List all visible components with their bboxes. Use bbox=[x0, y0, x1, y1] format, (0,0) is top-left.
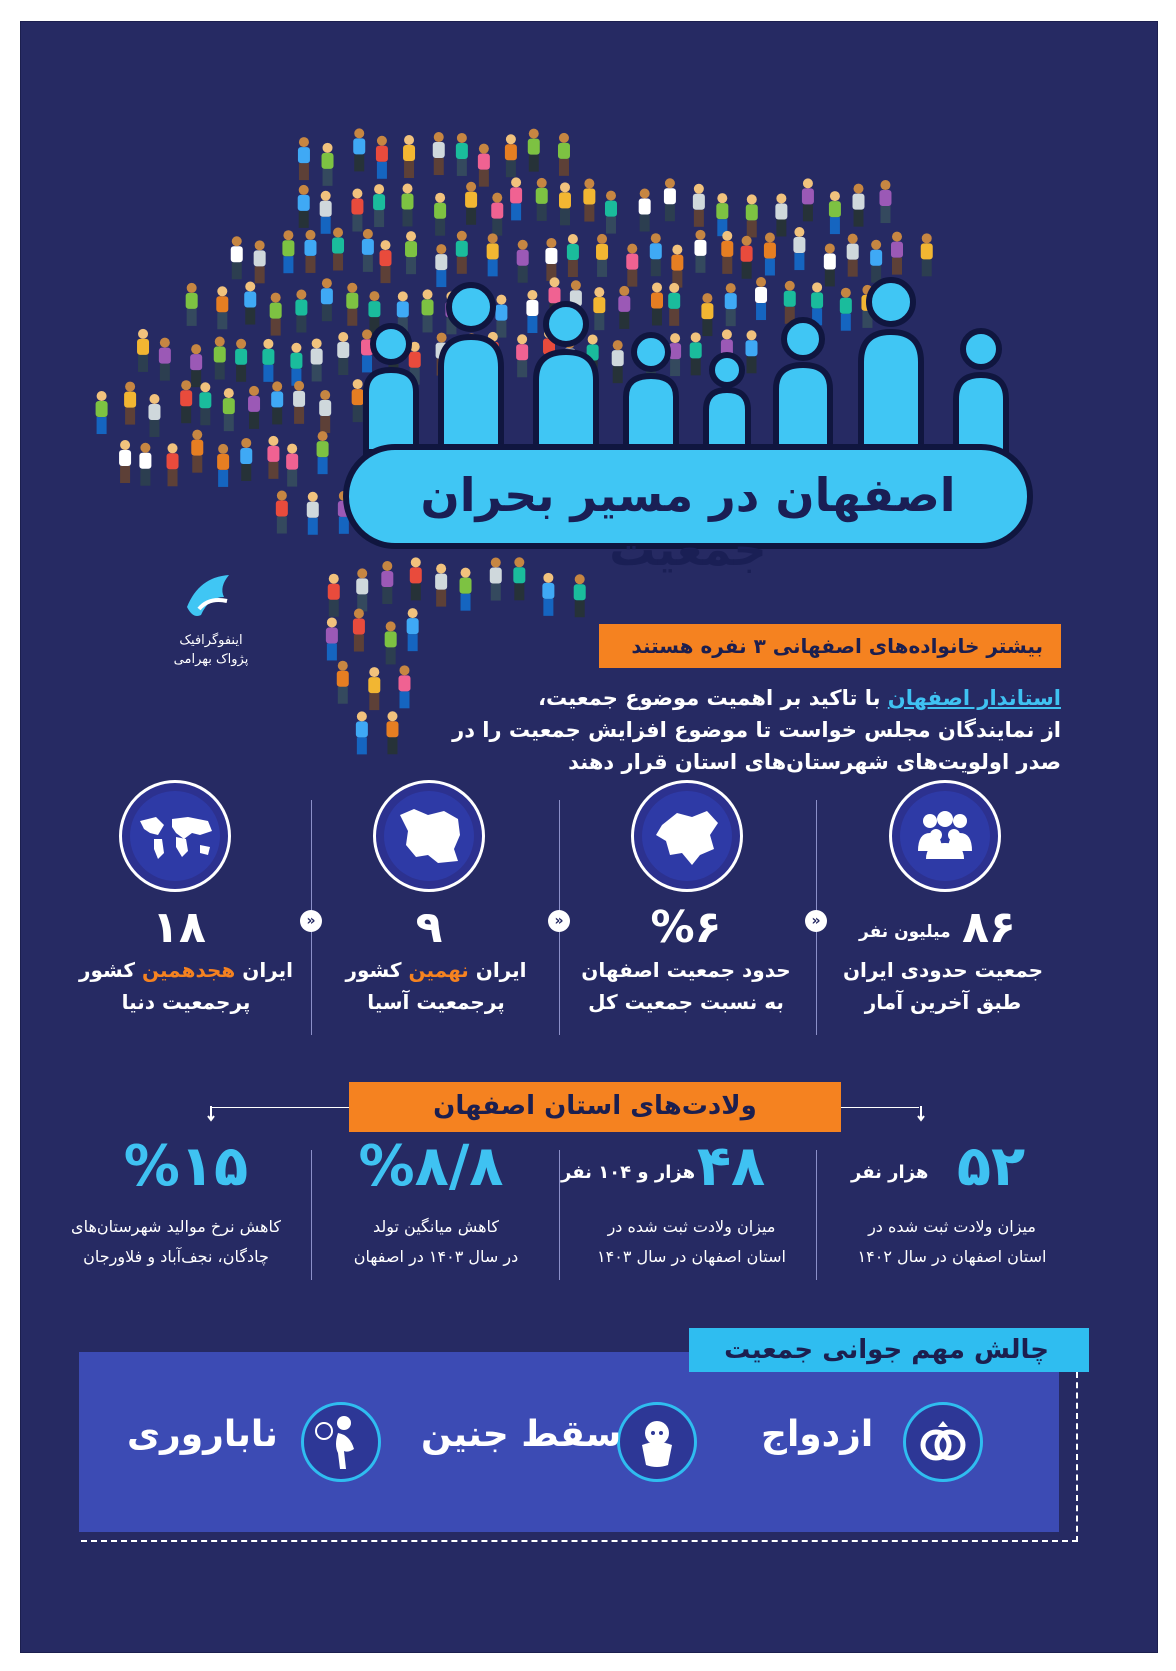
crowd-person bbox=[319, 390, 331, 433]
logo-line-2: پژواک بهرامی bbox=[173, 652, 249, 667]
youth-title-banner bbox=[689, 1328, 1089, 1372]
crowd-person bbox=[270, 293, 282, 336]
crowd-person bbox=[558, 133, 570, 176]
crowd-person bbox=[317, 431, 329, 474]
iran-map-icon bbox=[394, 805, 466, 869]
stat-label bbox=[571, 954, 801, 1018]
crowd-person bbox=[721, 231, 733, 274]
crowd-person bbox=[405, 231, 417, 274]
crowd-person bbox=[398, 665, 410, 708]
crowd-person bbox=[231, 236, 243, 279]
stat-circle-people bbox=[889, 780, 1001, 892]
stat-label bbox=[326, 954, 546, 1018]
crowd-person bbox=[847, 234, 859, 277]
births-desc: کاهش میانگین تولد در سال ۱۴۰۳ در اصفهان bbox=[353, 1217, 519, 1266]
crowd-person bbox=[650, 233, 662, 276]
births-banner-text: ولادت‌های استان اصفهان bbox=[433, 1091, 757, 1121]
births-number: ۴۸ bbox=[696, 1134, 766, 1199]
iran-province-map-icon bbox=[652, 805, 724, 869]
crowd-person bbox=[167, 443, 179, 486]
headline-banner bbox=[599, 624, 1061, 668]
people-group-icon bbox=[914, 811, 976, 861]
crowd-person bbox=[407, 608, 419, 651]
crowd-person bbox=[248, 386, 260, 429]
crowd-person bbox=[216, 286, 228, 329]
headline-banner-text: بیشتر خانواده‌های اصفهانی ۳ نفره هستند bbox=[631, 634, 1043, 658]
stat-label bbox=[71, 954, 301, 1018]
crowd-person bbox=[356, 711, 368, 754]
crowd-person bbox=[746, 194, 758, 237]
arrow-down-left-icon bbox=[207, 1102, 221, 1124]
crowd-person bbox=[180, 380, 192, 423]
crowd-person bbox=[362, 229, 374, 272]
crowd-person bbox=[271, 381, 283, 424]
stat-number: ۹ bbox=[415, 902, 443, 953]
crowd-person bbox=[693, 184, 705, 227]
logo bbox=[151, 567, 271, 669]
infographic-poster bbox=[20, 21, 1158, 1653]
stat-number: ۸۶ bbox=[962, 902, 1016, 953]
crowd-person bbox=[254, 240, 266, 283]
stat-unit: میلیون نفر bbox=[859, 922, 951, 942]
stat-highlight: هجدهمین bbox=[142, 958, 236, 982]
baby-icon bbox=[617, 1402, 697, 1482]
crowd-person bbox=[240, 438, 252, 481]
youth-item-label: ناباروری bbox=[127, 1414, 278, 1455]
stat-label bbox=[833, 954, 1053, 1018]
title-pill bbox=[343, 444, 1033, 576]
crowd-person bbox=[286, 444, 298, 487]
crowd-person bbox=[337, 661, 349, 704]
crowd-person bbox=[322, 143, 334, 186]
stat-number: ۱۸ bbox=[152, 902, 206, 953]
crowd-person bbox=[351, 189, 363, 232]
youth-item-label: سقط جنین bbox=[421, 1414, 622, 1455]
crowd-person bbox=[403, 135, 415, 178]
crowd-person bbox=[596, 234, 608, 277]
crowd-person bbox=[694, 230, 706, 273]
births-number: %۱۵ bbox=[123, 1134, 249, 1199]
youth-item-label: ازدواج bbox=[761, 1414, 874, 1455]
crowd-person bbox=[137, 329, 149, 372]
crowd-person bbox=[119, 440, 131, 483]
stat-line-1: حدود جمعیت اصفهان bbox=[581, 958, 791, 982]
crowd-person bbox=[304, 230, 316, 273]
crowd-person bbox=[244, 282, 256, 325]
stat-circle-iran bbox=[373, 780, 485, 892]
crowd-person bbox=[376, 136, 388, 179]
crowd-person bbox=[716, 193, 728, 236]
crowd-person bbox=[583, 179, 595, 222]
stat-line-1: ایران نهمین کشور bbox=[345, 958, 527, 982]
crowd-person bbox=[775, 193, 787, 236]
crowd-person bbox=[567, 234, 579, 277]
births-unit: هزار نفر bbox=[851, 1162, 929, 1183]
crowd-person bbox=[235, 339, 247, 382]
crowd-person bbox=[433, 132, 445, 175]
youth-title: چالش مهم جوانی جمعیت bbox=[724, 1335, 1049, 1365]
crowd-person bbox=[320, 191, 332, 234]
chevron-icon: » bbox=[548, 910, 570, 932]
crowd-person bbox=[510, 177, 522, 220]
births-desc: کاهش نرخ موالید شهرستان‌های چادگان، نجف‌آباد و فلاورجان bbox=[71, 1217, 281, 1266]
crowd-person bbox=[298, 137, 310, 180]
crowd-person bbox=[124, 382, 136, 425]
quote-line-3: صدر اولویت‌های شهرستان‌های استان قرار دهند bbox=[568, 750, 1061, 774]
crowd-person bbox=[605, 191, 617, 234]
quote-line-2: از نمایندگان مجلس خواست تا موضوع افزایش جمعیت را در bbox=[452, 718, 1061, 742]
stat-highlight: نهمین bbox=[408, 958, 469, 982]
births-unit: هزار و ۱۰۴ نفر bbox=[561, 1162, 696, 1183]
crowd-person bbox=[191, 430, 203, 473]
quote-line-1: با تاکید بر اهمیت موضوع جمعیت، bbox=[538, 686, 888, 710]
chevron-icon: » bbox=[805, 910, 827, 932]
crowd-person bbox=[639, 189, 651, 232]
crowd-person bbox=[186, 283, 198, 326]
crowd-person bbox=[199, 382, 211, 425]
crowd-person bbox=[478, 144, 490, 187]
crowd-person bbox=[214, 337, 226, 380]
crowd-person bbox=[298, 185, 310, 228]
crowd-person bbox=[487, 233, 499, 276]
crowd-person bbox=[829, 191, 841, 234]
births-number: ۵۲ bbox=[956, 1134, 1026, 1199]
pregnant-woman-icon bbox=[301, 1402, 381, 1482]
stat-circle-province bbox=[631, 780, 743, 892]
crowd-person bbox=[307, 492, 319, 535]
world-map-icon bbox=[136, 813, 216, 863]
crowd-person bbox=[159, 338, 171, 381]
crowd-person bbox=[332, 227, 344, 270]
crowd-person bbox=[491, 193, 503, 236]
quote-highlight: استاندار اصفهان bbox=[887, 686, 1061, 710]
crowd-person bbox=[456, 231, 468, 274]
crowd-person bbox=[353, 128, 365, 171]
crowd-person bbox=[217, 444, 229, 487]
brand-logo-icon bbox=[179, 567, 243, 627]
rings-icon bbox=[903, 1402, 983, 1482]
crowd-person bbox=[96, 391, 108, 434]
births-divider bbox=[559, 1150, 560, 1280]
stat-number: %۶ bbox=[650, 902, 722, 953]
crowd-person bbox=[536, 178, 548, 221]
crowd-person bbox=[328, 574, 340, 617]
crowd-person bbox=[148, 394, 160, 437]
crowd-person bbox=[311, 338, 323, 381]
crowd-person bbox=[465, 182, 477, 225]
stat-line-1: ایران هجدهمین کشور bbox=[79, 958, 293, 982]
crowd-person bbox=[282, 230, 294, 273]
crowd-person bbox=[337, 332, 349, 375]
crowd-person bbox=[764, 232, 776, 275]
crowd-person bbox=[401, 183, 413, 226]
crowd-person bbox=[574, 574, 586, 617]
stat-line-2: طبق آخرین آمار bbox=[864, 990, 1022, 1014]
family-silhouettes-icon bbox=[351, 272, 1041, 462]
crowd-person bbox=[879, 180, 891, 223]
banner-arrow-line bbox=[211, 1107, 349, 1108]
crowd-person bbox=[139, 443, 151, 486]
banner-arrow-line bbox=[841, 1107, 919, 1108]
crowd-person bbox=[802, 178, 814, 221]
births-divider bbox=[816, 1150, 817, 1280]
stat-line-2: پرجمعیت آسیا bbox=[367, 990, 505, 1014]
crowd-person bbox=[921, 233, 933, 276]
crowd-person bbox=[434, 193, 446, 236]
crowd-person bbox=[295, 289, 307, 332]
page-title: اصفهان در مسیر بحران جمعیت bbox=[420, 468, 956, 576]
births-number: %۸/۸ bbox=[358, 1134, 504, 1199]
crowd-person bbox=[293, 381, 305, 424]
crowd-person bbox=[290, 343, 302, 386]
chevron-icon: » bbox=[300, 910, 322, 932]
crowd-person bbox=[852, 184, 864, 227]
crowd-person bbox=[456, 133, 468, 176]
crowd-person bbox=[353, 609, 365, 652]
crowd-person bbox=[373, 184, 385, 227]
arrow-down-right-icon bbox=[913, 1102, 927, 1124]
crowd-person bbox=[223, 388, 235, 431]
crowd-person bbox=[559, 182, 571, 225]
stat-line-2: پرجمعیت دنیا bbox=[121, 990, 251, 1014]
crowd-person bbox=[368, 667, 380, 710]
crowd-person bbox=[505, 134, 517, 177]
births-desc: میزان ولادت ثبت شده در استان اصفهان در سال ۱۴۰۲ bbox=[857, 1217, 1047, 1266]
crowd-person bbox=[542, 573, 554, 616]
births-banner bbox=[349, 1082, 841, 1132]
crowd-person bbox=[664, 178, 676, 221]
crowd-person bbox=[385, 621, 397, 664]
crowd-person bbox=[528, 129, 540, 172]
stat-circle-world bbox=[119, 780, 231, 892]
stat-line-1: جمعیت حدودی ایران bbox=[842, 958, 1044, 982]
births-desc: میزان ولادت ثبت شده در استان اصفهان در سال ۱۴۰۳ bbox=[597, 1217, 786, 1266]
crowd-person bbox=[262, 339, 274, 382]
crowd-person bbox=[276, 491, 288, 534]
crowd-person bbox=[267, 436, 279, 479]
crowd-person bbox=[891, 232, 903, 275]
quote-block bbox=[441, 682, 1061, 778]
births-divider bbox=[311, 1150, 312, 1280]
crowd-person bbox=[190, 344, 202, 387]
crowd-person bbox=[793, 227, 805, 270]
stat-line-2: به نسبت جمعیت کل bbox=[588, 990, 784, 1014]
crowd-person bbox=[326, 617, 338, 660]
crowd-person bbox=[321, 278, 333, 321]
logo-line-1: اینفوگرافیک bbox=[179, 633, 243, 648]
crowd-person bbox=[386, 711, 398, 754]
